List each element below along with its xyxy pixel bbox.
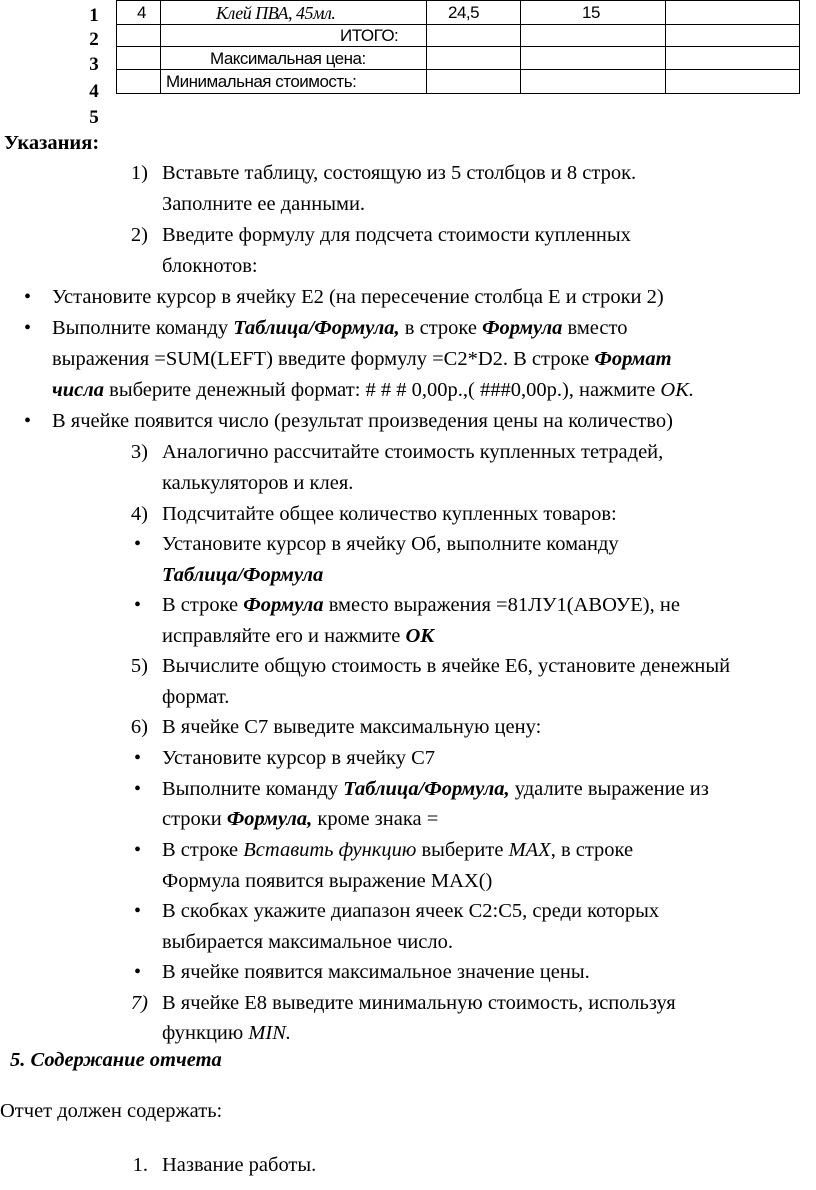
max-price-label: Максимальная цена: <box>210 49 366 68</box>
step-text: Заполните ее данными. <box>162 193 366 215</box>
step-text: Введите формулу для подсчета стоимости купленных <box>162 224 631 246</box>
row-number: 2 <box>89 29 99 50</box>
step-text: Вычислите общую стоимость в ячейке Е6, установите денежный <box>162 655 731 677</box>
row-number: 4 <box>89 81 99 102</box>
step-text: Вставьте таблицу, состоящую из 5 столбцов и 8 строк. <box>162 162 637 184</box>
bullet-text: В ячейке появится максимальное значение цены. <box>162 961 590 983</box>
bullet-text: В ячейке появится число (результат произведения цены на количество) <box>52 410 673 432</box>
step-text: калькуляторов и клея. <box>162 472 354 494</box>
row-number: 1 <box>89 5 99 26</box>
bullet-icon: • <box>134 533 142 555</box>
bullet-text: Выполните команду Таблица/Формула, удалите выражение из <box>162 778 709 800</box>
report-heading: 5. Содержание отчета <box>10 1049 222 1071</box>
bullet-text: строки Формула, кроме знака = <box>162 808 439 830</box>
step-number: 7) <box>130 992 148 1014</box>
bullet-icon: • <box>134 747 142 769</box>
step-text: формат. <box>162 686 230 708</box>
bullet-text: В строке Формула вместо выражения =81ЛУ1(АВОУЕ), не <box>162 594 680 616</box>
bullet-text: Установите курсор в ячейку С7 <box>162 747 435 769</box>
bullet-icon: • <box>134 900 142 922</box>
list-number: 1. <box>132 1154 148 1176</box>
bullet-text: выражения =SUM(LEFT) введите формулу =C2*D2. В строке Формат <box>52 348 672 370</box>
bullet-text: Установите курсор в ячейку Е2 (на пересечение столбца Е и строки 2) <box>52 286 664 308</box>
table-cell-name: Клей ПВА, 45мл. <box>216 3 336 23</box>
bullet-icon: • <box>134 778 142 800</box>
bullet-text: Установите курсор в ячейку Об, выполните команду <box>162 533 619 555</box>
table-border <box>116 93 800 94</box>
bullet-text: В скобках укажите диапазон ячеек С2:С5, среди которых <box>162 900 660 922</box>
bullet-icon: • <box>134 594 142 616</box>
table-cell-price: 24,5 <box>448 3 480 22</box>
bullet-text: Таблица/Формула <box>162 564 324 586</box>
total-label: ИТОГО: <box>340 26 399 45</box>
step-text: В ячейке Е8 выведите минимальную стоимость, используя <box>162 992 676 1014</box>
report-intro: Отчет должен содержать: <box>0 1100 223 1122</box>
bullet-text: Формула появится выражение MAX() <box>162 870 493 892</box>
bullet-text: Выполните команду Таблица/Формула, в строке Формула вместо <box>52 317 628 339</box>
step-number: 4) <box>130 503 148 525</box>
step-text: функцию MIN. <box>162 1022 292 1044</box>
bullet-text: В строке Вставить функцию выберите MAX, в строке <box>162 839 634 861</box>
table-border <box>116 0 117 94</box>
list-item: Название работы. <box>162 1154 317 1176</box>
table-border <box>116 24 800 25</box>
row-number: 3 <box>89 54 99 75</box>
min-cost-label: Минимальная стоимость: <box>166 72 357 91</box>
bullet-text: выбирается максимальное число. <box>162 931 453 953</box>
table-border <box>426 0 427 94</box>
table-cell-num: 4 <box>137 3 146 22</box>
step-text: Аналогично рассчитайте стоимость купленных тетрадей, <box>162 441 664 463</box>
table-border <box>520 0 521 94</box>
table-border <box>116 69 800 70</box>
table-cell-qty: 15 <box>582 3 600 22</box>
step-text: Подсчитайте общее количество купленных товаров: <box>162 503 617 525</box>
bullet-icon: • <box>24 317 32 339</box>
bullet-icon: • <box>24 286 32 308</box>
step-number: 5) <box>130 655 148 677</box>
step-number: 6) <box>130 716 148 738</box>
table-border <box>160 0 161 94</box>
bullet-text: числа выберите денежный формат: # # # 0,00р.,( ###0,00р.), нажмите ОК. <box>52 379 694 401</box>
bullet-icon: • <box>134 961 142 983</box>
instructions-heading: Указания: <box>4 132 100 154</box>
table-border <box>665 0 666 94</box>
table-border <box>799 0 800 94</box>
table-border <box>116 46 800 47</box>
bullet-icon: • <box>134 839 142 861</box>
bullet-icon: • <box>24 410 32 432</box>
step-text: В ячейке С7 выведите максимальную цену: <box>162 716 542 738</box>
step-number: 2) <box>130 224 148 246</box>
step-number: 1) <box>130 162 148 184</box>
step-number: 3) <box>130 441 148 463</box>
bullet-text: исправляйте его и нажмите ОК <box>162 625 435 647</box>
row-number: 5 <box>89 107 99 128</box>
step-text: блокнотов: <box>162 255 258 277</box>
table-border <box>116 0 800 1</box>
